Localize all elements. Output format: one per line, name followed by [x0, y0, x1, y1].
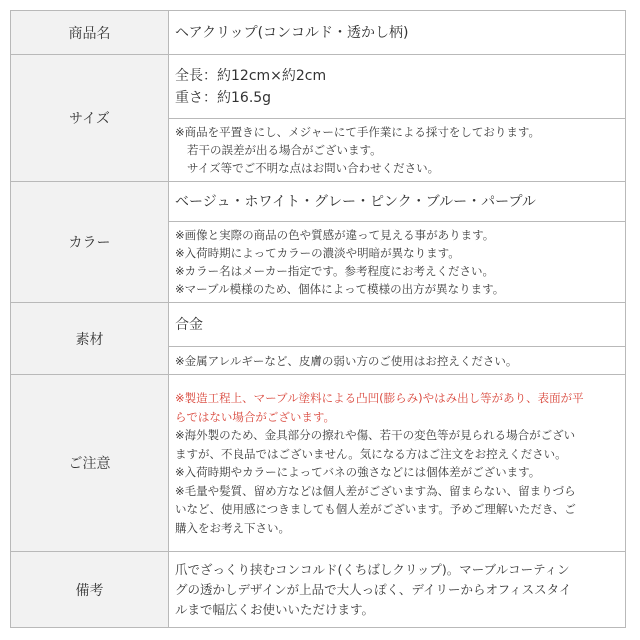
material-label: 素材: [11, 303, 169, 375]
color-note: ※画像と実際の商品の色や質感が違って見える事があります。: [175, 228, 495, 242]
size-note: 若干の誤差が出る場合がございます。: [187, 143, 382, 157]
row-color: [11, 182, 626, 222]
caution-line: ますが、不良品ではございません。気になる方はご注文をお控えください。: [175, 446, 567, 461]
remarks-text: [169, 552, 626, 628]
row-product-name: [11, 11, 626, 55]
remarks-line: 爪でざっくり挟むコンコルド(くちばしクリップ)。マーブルコーティン: [175, 561, 570, 577]
product-name-label: 商品名: [11, 11, 169, 55]
color-label: カラー: [11, 182, 169, 303]
row-size: [11, 55, 626, 119]
product-spec-table: [10, 10, 626, 628]
caution-warning-line: ※製造工程上、マーブル塗料による凸凹(膨らみ)やはみ出し等があり、表面が平: [175, 391, 584, 405]
row-material: [11, 303, 626, 347]
caution-line: ※毛量や髪質、留め方などは個人差がございます為、留まらない、留まりづら: [175, 483, 576, 498]
color-note: ※マーブル模様のため、個体によって模様の出方が異なります。: [175, 282, 505, 296]
caution-text: [169, 375, 626, 552]
material-notes: [169, 347, 626, 375]
remarks-line: ルまで幅広くお使いいただけます。: [175, 601, 375, 617]
color-notes: [169, 222, 626, 303]
caution-line: ※入荷時期やカラーによってバネの強さなどには個体差がございます。: [175, 465, 541, 479]
caution-line: ※海外製のため、金具部分の擦れや傷、若干の変色等が見られる場合がござい: [175, 428, 576, 442]
caution-line: いなど、使用感につきましても個人差がございます。予めご理解いただき、ご: [175, 502, 576, 516]
row-remarks: [11, 552, 626, 628]
size-length: 全長：約12cm×約2cm: [175, 67, 327, 84]
color-note: ※入荷時期によってカラーの濃淡や明暗が異なります。: [175, 246, 460, 260]
caution-warning-line: らではない場合がございます。: [175, 409, 335, 424]
size-label: サイズ: [11, 55, 169, 182]
material-value: 合金: [169, 303, 626, 347]
size-note: ※商品を平置きにし、メジャーにて手作業による採寸をしております。: [175, 125, 540, 139]
product-name-value: ヘアクリップ(コンコルド・透かし柄): [169, 11, 626, 55]
color-value: ベージュ・ホワイト・グレー・ピンク・ブルー・パープル: [169, 182, 626, 222]
remarks-line: グの透かしデザインが上品で大人っぽく、デイリーからオフィススタイ: [175, 581, 572, 597]
caution-line: 購入をお考え下さい。: [175, 520, 290, 535]
row-caution: [11, 375, 626, 552]
size-weight: 重さ：約16.5g: [175, 89, 272, 106]
size-notes: [169, 119, 626, 182]
size-values: [169, 55, 626, 119]
remarks-label: 備考: [11, 552, 169, 628]
color-note: ※カラー名はメーカー指定です。参考程度にお考えください。: [175, 264, 494, 278]
caution-label: ご注意: [11, 375, 169, 552]
material-note: ※金属アレルギーなど、皮膚の弱い方のご使用はお控えください。: [175, 353, 518, 368]
size-note: サイズ等でご不明な点はお問い合わせください。: [187, 161, 440, 175]
